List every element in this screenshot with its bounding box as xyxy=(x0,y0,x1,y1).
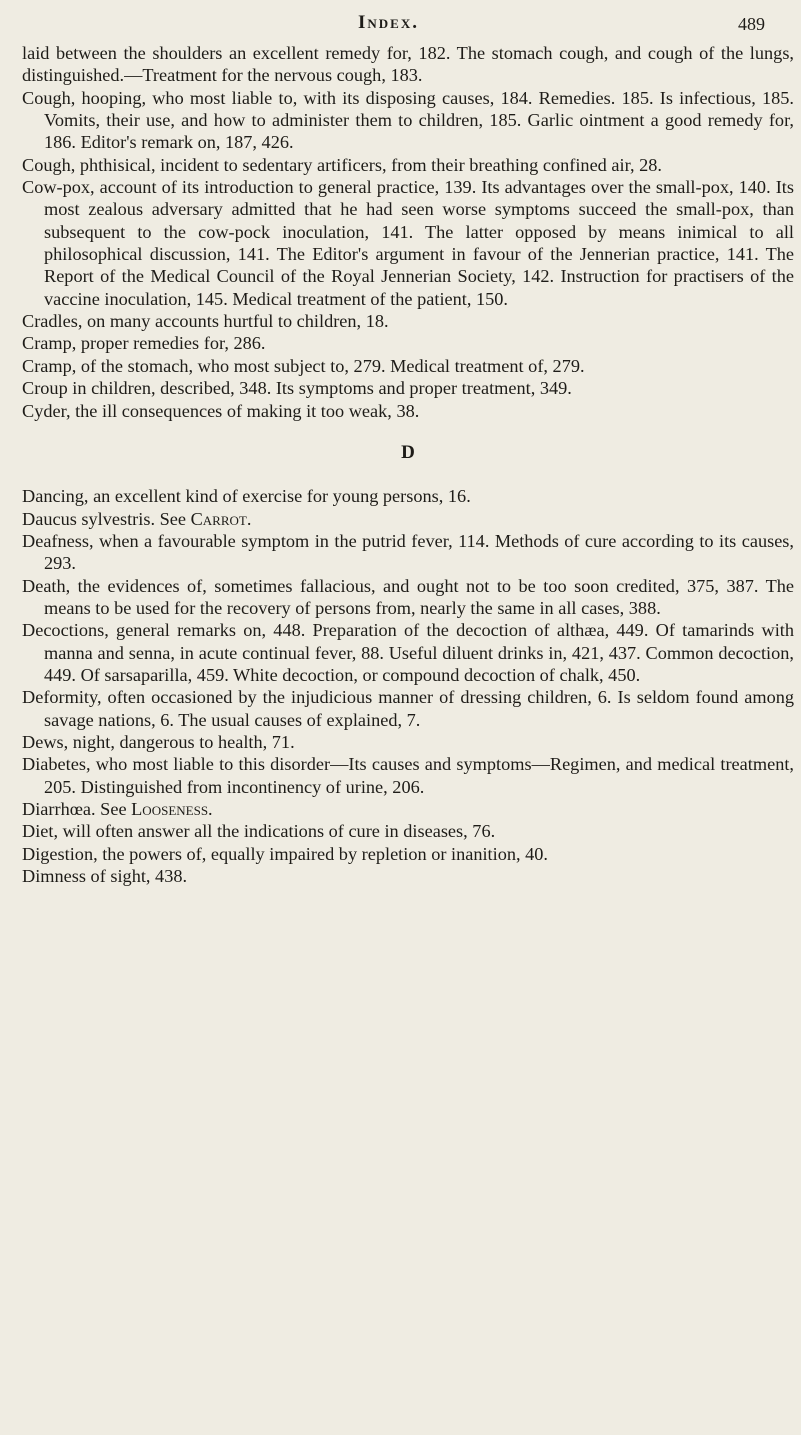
index-entry: Cough, phthisical, incident to sedentary artificers, from their breathing confined air, 28. xyxy=(22,154,662,175)
index-entry xyxy=(22,798,794,820)
entry-text: Diabetes, who most liable to this disorder—Its causes and symptoms—Regimen, and medical treatment, 205. Distinguished from incontinency of urine, 206. xyxy=(22,754,794,797)
index-entry: Cradles, on many accounts hurtful to children, 18. xyxy=(22,311,389,332)
index-entry: Cyder, the ill consequences of making it too weak, 38. xyxy=(22,400,420,421)
entry-text: Dimness of sight, 438. xyxy=(22,866,188,887)
index-entry xyxy=(22,530,794,575)
entry-text: Diarrhœa. See xyxy=(22,799,132,819)
index-entry xyxy=(22,843,794,865)
index-entry xyxy=(22,753,794,798)
running-head xyxy=(0,12,801,38)
index-entry xyxy=(22,686,794,731)
index-entry xyxy=(22,619,794,686)
index-entry: Cramp, proper remedies for, 286. xyxy=(22,333,266,354)
entry-text: Daucus sylvestris. See xyxy=(22,508,191,529)
index-entry xyxy=(22,820,794,842)
running-head-title: Index. xyxy=(358,12,419,33)
cross-reference: Looseness. xyxy=(131,799,213,819)
index-entry xyxy=(22,865,794,887)
entry-text: Dews, night, dangerous to health, 71. xyxy=(22,731,295,752)
entry-text: Deformity, often occasioned by the injudicious manner of dressing children, 6. Is seldom found among savage nations, 6. The usual causes of explained, 7. xyxy=(22,687,794,730)
index-entry: Cramp, of the stomach, who most subject to, 279. Medical treatment of, 279. xyxy=(22,355,585,376)
index-body xyxy=(22,42,794,887)
index-entry: Cow-pox, account of its introduction to general practice, 139. Its advantages over the small-pox, 140. Its most zealous adversary admitted that he had seen worse symptoms succeed the small-pox, than subsequent to the cow-pock inoculation, 141. The latter opposed by means inimical to all philosophical discussion, 141. The Editor's argument in favour of the Jennerian practice, 141. The Report of the Medical Council of the Royal Jennerian Society, 142. Instruction for practisers of the vaccine inoculation, 145. Medical treatment of the patient, 150. xyxy=(22,177,794,309)
index-entry xyxy=(22,575,794,620)
entry-text: Diet, will often answer all the indications of cure in diseases, 76. xyxy=(22,821,496,842)
entry-text: Dancing, an excellent kind of exercise for young persons, 16. xyxy=(22,486,471,507)
section-letter: D xyxy=(401,441,415,463)
entry-text: Deafness, when a favourable symptom in the putrid fever, 114. Methods of cure according to its causes, 293. xyxy=(22,530,794,574)
index-entry xyxy=(22,485,794,507)
index-entry xyxy=(22,508,794,530)
index-entry: Croup in children, described, 348. Its symptoms and proper treatment, 349. xyxy=(22,378,572,399)
index-entry xyxy=(22,731,794,753)
entry-text: Death, the evidences of, sometimes fallacious, and ought not to be too soon credited, 375, 387. The means to be used for the recovery of persons from, nearly the same in all cases, 388. xyxy=(22,575,794,618)
index-entry: Cough, hooping, who most liable to, with its disposing causes, 184. Remedies. 185. Is infectious, 185. Vomits, their use, and how to administer them to children, 185. Garlic ointment a good remedy for, 186. Editor's remark on, 187, 426. xyxy=(22,87,794,153)
cross-reference: Carrot. xyxy=(190,508,252,529)
index-entry: laid between the shoulders an excellent remedy for, 182. The stomach cough, and cough of the lungs, distinguished.—Treatment for the nervous cough, 183. xyxy=(22,43,794,86)
entry-text: Decoctions, general remarks on, 448. Preparation of the decoction of althæa, 449. Of tamarinds with manna and senna, in acute continual fever, 88. Useful diluent drinks in, 421, 437. Common decoction, 449. Of sarsaparilla, 459. White decoction, or compound decoction of chalk, 450. xyxy=(22,620,794,685)
page-number: 489 xyxy=(738,14,765,34)
entry-text: Digestion, the powers of, equally impaired by repletion or inanition, 40. xyxy=(22,843,548,864)
